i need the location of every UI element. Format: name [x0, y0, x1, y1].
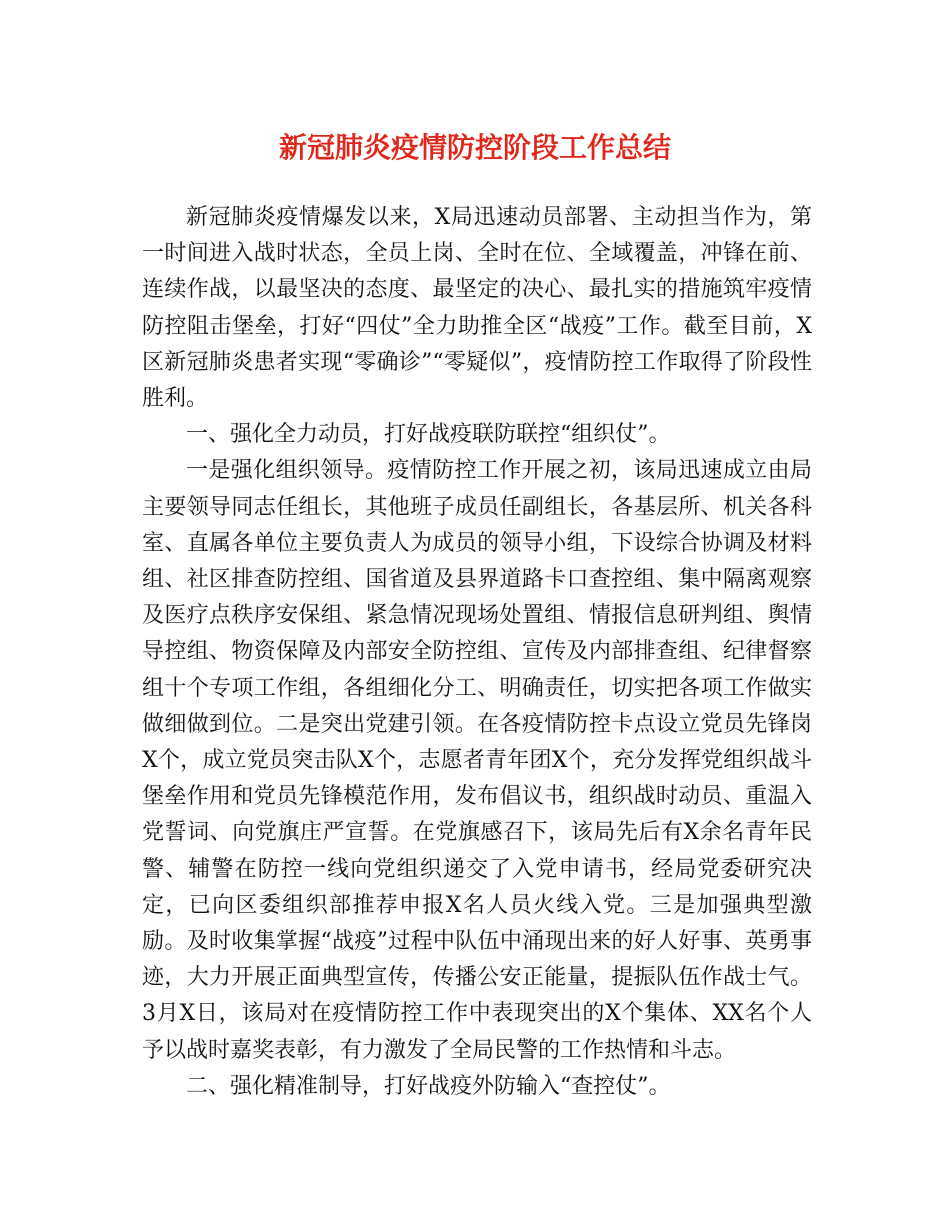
document-body [142, 200, 812, 1105]
paragraph-section-1: 一是强化组织领导。疫情防控工作开展之初，该局迅速成立由局主要领导同志任组长，其他班子成员任副组长，各基层所、机关各科室、直属各单位主要负责人为成员的领导小组，下设综合协调及材料组、社区排查防控组、国省道及县界道路卡口查控组、集中隔离观察及医疗点秩序安保组、紧急情况现场处置组、情报信息研判组、舆情导控组、物资保障及内部安全防控组、宣传及内部排查组、纪律督察组十个专项工作组，各组细化分工、明确责任，切实把各项工作做实做细做到位。二是突出党建引领。在各疫情防控卡点设立党员先锋岗X个，成立党员突击队X个，志愿者青年团X个，充分发挥党组织战斗堡垒作用和党员先锋模范作用，发布倡议书，组织战时动员、重温入党誓词、向党旗庄严宣誓。在党旗感召下，该局先后有X余名青年民警、辅警在防控一线向党组织递交了入党申请书，经局党委研究决定，已向区委组织部推荐申报X名人员火线入党。三是加强典型激励。及时收集掌握“战疫”过程中队伍中涌现出来的好人好事、英勇事迹，大力开展正面典型宣传，传播公安正能量，提振队伍作战士气。3月X日，该局对在疫情防控工作中表现突出的X个集体、XX名个人予以战时嘉奖表彰，有力激发了全局民警的工作热情和斗志。 [142, 458, 812, 1063]
document-title: 新冠肺炎疫情防控阶段工作总结 [278, 131, 671, 164]
heading-section-2: 二、强化精准制导，打好战疫外防输入“查控仗”。 [186, 1073, 671, 1099]
heading-section-1: 一、强化全力动员，打好战疫联防联控“组织仗”。 [186, 422, 671, 448]
paragraph-intro: 新冠肺炎疫情爆发以来，X局迅速动员部署、主动担当作为，第一时间进入战时状态，全员上岗、全时在位、全域覆盖，冲锋在前、连续作战，以最坚决的态度、最坚定的决心、最扎实的措施筑牢疫情防控阻击堡垒，打好“四仗”全力助推全区“战疫”工作。截至目前，X区新冠肺炎患者实现“零确诊”“零疑似”，疫情防控工作取得了阶段性胜利。 [142, 205, 812, 412]
